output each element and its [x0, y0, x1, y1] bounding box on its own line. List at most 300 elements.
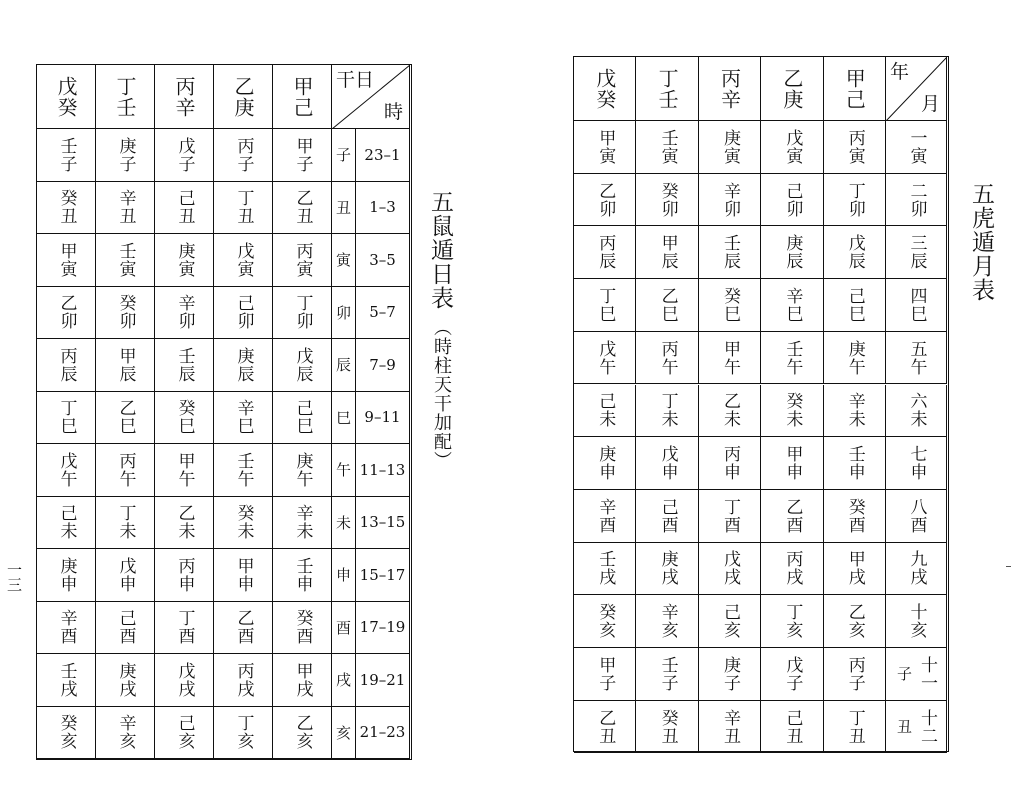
ganzhi-cell: [699, 437, 761, 490]
ganzhi-cell: [214, 549, 273, 602]
ganzhi-text: 乙未: [174, 504, 195, 541]
ganzhi-cell: [574, 490, 636, 543]
ganzhi-text: 壬戌: [56, 661, 77, 698]
stem-pair-label: 丙辛: [717, 67, 742, 110]
ganzhi-cell: [37, 339, 96, 392]
ganzhi-cell: [636, 121, 698, 174]
ganzhi-text: 庚戌: [115, 661, 136, 698]
ganzhi-text: 乙卯: [595, 181, 616, 218]
ganzhi-cell: [574, 595, 636, 648]
month-label: 七申: [906, 445, 927, 482]
ganzhi-cell: [761, 490, 823, 543]
ganzhi-text: 戊戌: [719, 550, 740, 587]
month-label: 八酉: [906, 497, 927, 534]
ganzhi-text: 癸亥: [56, 714, 77, 751]
ganzhi-cell: [96, 654, 155, 707]
ganzhi-cell: [155, 339, 214, 392]
month-number-text: 十二: [917, 708, 937, 745]
ganzhi-text: 壬戌: [595, 550, 616, 587]
five-tiger-month-table: [573, 56, 949, 752]
left-table-title: 五鼠遁日表: [427, 190, 453, 310]
ganzhi-cell: [37, 182, 96, 235]
ganzhi-cell: [214, 707, 273, 760]
ganzhi-cell: [96, 392, 155, 445]
ganzhi-cell: [699, 226, 761, 279]
ganzhi-cell: [155, 707, 214, 760]
ganzhi-cell: [37, 602, 96, 655]
hour-range-cell: [356, 602, 410, 655]
stem-pair-label: 乙庚: [231, 75, 255, 118]
ganzhi-cell: [574, 332, 636, 385]
ganzhi-cell: [636, 332, 698, 385]
stem-pair-header: [824, 57, 886, 121]
ganzhi-text: 己卯: [782, 181, 803, 218]
month-label: 一寅: [906, 128, 927, 165]
left-table-subtitle: （時柱天干加配）: [431, 318, 452, 470]
ganzhi-cell: [37, 129, 96, 182]
ganzhi-text: 壬午: [233, 451, 254, 488]
ganzhi-cell: [96, 497, 155, 550]
ganzhi-text: 癸卯: [115, 294, 136, 331]
ganzhi-text: 庚辰: [233, 346, 254, 383]
ganzhi-cell: [574, 701, 636, 754]
ganzhi-text: 丁未: [657, 392, 678, 429]
ganzhi-cell: [761, 543, 823, 596]
ganzhi-cell: [636, 490, 698, 543]
ganzhi-text: 庚子: [719, 655, 740, 692]
ganzhi-text: 戊辰: [844, 234, 865, 271]
ganzhi-text: 丙辰: [56, 346, 77, 383]
hour-branch-cell: [332, 654, 356, 707]
ganzhi-cell: [761, 332, 823, 385]
hour-branch-cell: [332, 444, 356, 497]
ganzhi-text: 甲辰: [657, 234, 678, 271]
stem-pair-label: 丁壬: [655, 67, 680, 110]
ganzhi-text: 戊戌: [174, 661, 195, 698]
ganzhi-text: 己卯: [233, 294, 254, 331]
ganzhi-text: 丁巳: [595, 286, 616, 323]
ganzhi-cell: [574, 174, 636, 227]
ganzhi-cell: [636, 701, 698, 754]
ganzhi-cell: [636, 279, 698, 332]
ganzhi-text: 辛酉: [595, 497, 616, 534]
ganzhi-text: 丁酉: [174, 609, 195, 646]
month-cell: [886, 648, 947, 701]
month-cell: [886, 701, 947, 754]
ganzhi-text: 庚辰: [782, 234, 803, 271]
ganzhi-cell: [761, 701, 823, 754]
page-number: 一三: [5, 562, 23, 592]
ganzhi-text: 丙申: [719, 445, 740, 482]
hour-branch-cell: [332, 129, 356, 182]
month-cell: [886, 543, 947, 596]
ganzhi-cell: [214, 497, 273, 550]
ganzhi-cell: [824, 701, 886, 754]
ganzhi-cell: [214, 129, 273, 182]
ganzhi-cell: [574, 543, 636, 596]
ganzhi-cell: [636, 543, 698, 596]
corner-top-label: 干日: [336, 69, 375, 91]
hour-range-text: 1–3: [369, 198, 396, 217]
stem-pair-label: 乙庚: [779, 67, 804, 110]
month-label: 五午: [906, 339, 927, 376]
hour-range-cell: [356, 444, 410, 497]
ganzhi-text: 壬辰: [174, 346, 195, 383]
ganzhi-text: 辛丑: [115, 189, 136, 226]
ganzhi-cell: [37, 497, 96, 550]
ganzhi-cell: [699, 490, 761, 543]
hour-range-text: 7–9: [369, 355, 396, 374]
ganzhi-cell: [824, 437, 886, 490]
ganzhi-cell: [824, 226, 886, 279]
month-label: 四巳: [906, 286, 927, 323]
ganzhi-cell: [155, 234, 214, 287]
hour-range-text: 23–1: [364, 145, 401, 164]
ganzhi-text: 戊申: [115, 556, 136, 593]
hour-branch-text: 午: [335, 461, 351, 480]
ganzhi-text: 辛丑: [719, 708, 740, 745]
ganzhi-text: 戊寅: [782, 128, 803, 165]
ganzhi-cell: [636, 648, 698, 701]
ganzhi-text: 丁亥: [233, 714, 254, 751]
ganzhi-text: 己酉: [115, 609, 136, 646]
stem-pair-header: [37, 65, 96, 129]
ganzhi-text: 丙戌: [782, 550, 803, 587]
ganzhi-text: 癸卯: [657, 181, 678, 218]
ganzhi-text: 甲子: [595, 655, 616, 692]
ganzhi-cell: [96, 287, 155, 340]
ganzhi-text: 己巳: [844, 286, 865, 323]
ganzhi-text: 丙子: [233, 136, 254, 173]
month-cell: [886, 279, 947, 332]
month-cell: [886, 121, 947, 174]
corner-top-label: 年: [890, 61, 910, 83]
ganzhi-cell: [824, 543, 886, 596]
ganzhi-text: 辛未: [292, 504, 313, 541]
hour-branch-cell: [332, 707, 356, 760]
hour-range-cell: [356, 497, 410, 550]
month-label: 三辰: [906, 234, 927, 271]
corner-bottom-label: 月: [920, 93, 940, 115]
month-label: 六未: [906, 392, 927, 429]
ganzhi-text: 己巳: [292, 399, 313, 436]
hour-branch-text: 辰: [335, 356, 351, 375]
ganzhi-cell: [273, 339, 332, 392]
ganzhi-text: 庚戌: [657, 550, 678, 587]
ganzhi-text: 丙寅: [292, 241, 313, 278]
ganzhi-cell: [37, 234, 96, 287]
ganzhi-cell: [273, 602, 332, 655]
hour-range-text: 15–17: [359, 565, 406, 584]
hour-branch-text: 丑: [335, 198, 351, 217]
hour-branch-cell: [332, 234, 356, 287]
hour-range-cell: [356, 707, 410, 760]
ganzhi-text: 癸丑: [657, 708, 678, 745]
hour-range-text: 3–5: [369, 250, 396, 269]
ganzhi-cell: [761, 174, 823, 227]
stem-pair-header: [636, 57, 698, 121]
ganzhi-cell: [214, 392, 273, 445]
page-edge-mark: [1006, 566, 1011, 567]
ganzhi-cell: [155, 654, 214, 707]
ganzhi-text: 乙巳: [657, 286, 678, 323]
hour-branch-text: 子: [335, 146, 351, 165]
ganzhi-cell: [96, 549, 155, 602]
ganzhi-cell: [273, 707, 332, 760]
ganzhi-text: 辛巳: [782, 286, 803, 323]
hour-range-cell: [356, 549, 410, 602]
ganzhi-cell: [155, 497, 214, 550]
ganzhi-text: 丙辰: [595, 234, 616, 271]
ganzhi-text: 甲戌: [844, 550, 865, 587]
ganzhi-text: 丁未: [115, 504, 136, 541]
ganzhi-text: 辛未: [844, 392, 865, 429]
ganzhi-cell: [273, 549, 332, 602]
ganzhi-cell: [636, 595, 698, 648]
ganzhi-text: 甲戌: [292, 661, 313, 698]
month-label: 十亥: [906, 603, 927, 640]
ganzhi-text: 己丑: [782, 708, 803, 745]
hour-range-cell: [356, 654, 410, 707]
hour-branch-text: 亥: [335, 723, 351, 742]
ganzhi-text: 丙申: [174, 556, 195, 593]
ganzhi-text: 壬申: [292, 556, 313, 593]
ganzhi-text: 丁卯: [844, 181, 865, 218]
ganzhi-text: 乙丑: [595, 708, 616, 745]
month-label: 二卯: [906, 181, 927, 218]
ganzhi-cell: [37, 549, 96, 602]
ganzhi-text: 甲申: [233, 556, 254, 593]
ganzhi-text: 丁卯: [292, 294, 313, 331]
ganzhi-text: 辛亥: [657, 603, 678, 640]
ganzhi-text: 丙寅: [844, 128, 865, 165]
hour-branch-cell: [332, 339, 356, 392]
ganzhi-text: 癸巳: [719, 286, 740, 323]
ganzhi-cell: [824, 121, 886, 174]
ganzhi-text: 辛巳: [233, 399, 254, 436]
ganzhi-text: 乙未: [719, 392, 740, 429]
ganzhi-cell: [273, 287, 332, 340]
ganzhi-cell: [214, 339, 273, 392]
ganzhi-text: 乙亥: [292, 714, 313, 751]
ganzhi-cell: [155, 182, 214, 235]
ganzhi-cell: [824, 385, 886, 438]
hour-range-cell: [356, 287, 410, 340]
month-label: 九戌: [906, 550, 927, 587]
ganzhi-cell: [699, 701, 761, 754]
ganzhi-cell: [96, 339, 155, 392]
month-cell: [886, 385, 947, 438]
ganzhi-text: 癸未: [782, 392, 803, 429]
ganzhi-text: 癸巳: [174, 399, 195, 436]
ganzhi-text: 戊午: [595, 339, 616, 376]
ganzhi-cell: [214, 602, 273, 655]
stem-pair-header: [574, 57, 636, 121]
ganzhi-cell: [699, 279, 761, 332]
hour-branch-cell: [332, 287, 356, 340]
hour-range-cell: [356, 392, 410, 445]
ganzhi-cell: [155, 549, 214, 602]
ganzhi-cell: [155, 287, 214, 340]
month-cell: [886, 437, 947, 490]
ganzhi-text: 甲寅: [56, 241, 77, 278]
ganzhi-text: 辛卯: [719, 181, 740, 218]
hour-range-cell: [356, 234, 410, 287]
ganzhi-text: 己未: [595, 392, 616, 429]
ganzhi-cell: [699, 174, 761, 227]
ganzhi-cell: [699, 121, 761, 174]
ganzhi-cell: [824, 174, 886, 227]
ganzhi-cell: [824, 332, 886, 385]
ganzhi-text: 己亥: [174, 714, 195, 751]
ganzhi-cell: [636, 226, 698, 279]
hour-branch-cell: [332, 549, 356, 602]
ganzhi-text: 庚午: [844, 339, 865, 376]
ganzhi-cell: [273, 234, 332, 287]
ganzhi-text: 甲午: [719, 339, 740, 376]
ganzhi-cell: [155, 392, 214, 445]
ganzhi-text: 乙亥: [844, 603, 865, 640]
ganzhi-cell: [761, 437, 823, 490]
ganzhi-cell: [761, 279, 823, 332]
ganzhi-cell: [574, 226, 636, 279]
stem-pair-header: [96, 65, 155, 129]
ganzhi-text: 壬午: [782, 339, 803, 376]
ganzhi-text: 甲辰: [115, 346, 136, 383]
ganzhi-cell: [96, 444, 155, 497]
ganzhi-cell: [574, 648, 636, 701]
ganzhi-cell: [824, 279, 886, 332]
hour-range-text: 11–13: [359, 460, 406, 479]
hour-range-text: 9–11: [364, 408, 401, 427]
hour-range-text: 13–15: [359, 513, 406, 532]
ganzhi-cell: [273, 497, 332, 550]
ganzhi-cell: [824, 490, 886, 543]
ganzhi-text: 癸未: [233, 504, 254, 541]
ganzhi-cell: [37, 287, 96, 340]
ganzhi-text: 戊午: [56, 451, 77, 488]
ganzhi-text: 戊辰: [292, 346, 313, 383]
ganzhi-text: 癸丑: [56, 189, 77, 226]
ganzhi-text: 己亥: [719, 603, 740, 640]
ganzhi-cell: [96, 707, 155, 760]
ganzhi-cell: [96, 182, 155, 235]
hour-range-cell: [356, 129, 410, 182]
ganzhi-text: 壬寅: [657, 128, 678, 165]
ganzhi-cell: [824, 595, 886, 648]
ganzhi-cell: [96, 234, 155, 287]
ganzhi-text: 丙午: [657, 339, 678, 376]
ganzhi-cell: [273, 444, 332, 497]
ganzhi-cell: [96, 129, 155, 182]
hour-branch-cell: [332, 602, 356, 655]
ganzhi-text: 己未: [56, 504, 77, 541]
ganzhi-cell: [37, 392, 96, 445]
ganzhi-text: 甲子: [292, 136, 313, 173]
ganzhi-text: 庚午: [292, 451, 313, 488]
ganzhi-cell: [574, 385, 636, 438]
stem-pair-header: [155, 65, 214, 129]
ganzhi-text: 壬子: [56, 136, 77, 173]
ganzhi-text: 甲寅: [595, 128, 616, 165]
ganzhi-cell: [636, 385, 698, 438]
five-rat-day-table: [36, 64, 412, 760]
ganzhi-cell: [214, 444, 273, 497]
ganzhi-cell: [761, 595, 823, 648]
ganzhi-text: 丁酉: [719, 497, 740, 534]
ganzhi-text: 戊子: [174, 136, 195, 173]
ganzhi-text: 乙卯: [56, 294, 77, 331]
ganzhi-text: 戊子: [782, 655, 803, 692]
ganzhi-text: 丙子: [844, 655, 865, 692]
corner-cell: [332, 65, 410, 129]
stem-pair-label: 戊癸: [592, 67, 617, 110]
ganzhi-cell: [37, 707, 96, 760]
ganzhi-text: 庚申: [56, 556, 77, 593]
hour-branch-text: 戌: [335, 671, 351, 690]
ganzhi-cell: [155, 129, 214, 182]
month-cell: [886, 226, 947, 279]
ganzhi-text: 辛酉: [56, 609, 77, 646]
ganzhi-text: 丁丑: [844, 708, 865, 745]
month-branch-text: 丑: [896, 718, 912, 737]
ganzhi-cell: [96, 602, 155, 655]
ganzhi-text: 丁亥: [782, 603, 803, 640]
ganzhi-text: 癸酉: [844, 497, 865, 534]
ganzhi-cell: [699, 595, 761, 648]
ganzhi-cell: [824, 648, 886, 701]
month-cell: [886, 174, 947, 227]
month-cell: [886, 595, 947, 648]
ganzhi-cell: [273, 392, 332, 445]
stem-pair-header: [214, 65, 273, 129]
ganzhi-cell: [214, 287, 273, 340]
ganzhi-text: 壬子: [657, 655, 678, 692]
ganzhi-text: 庚寅: [719, 128, 740, 165]
stem-pair-label: 甲己: [290, 75, 314, 118]
ganzhi-cell: [37, 654, 96, 707]
ganzhi-text: 庚子: [115, 136, 136, 173]
ganzhi-text: 辛亥: [115, 714, 136, 751]
ganzhi-text: 癸酉: [292, 609, 313, 646]
ganzhi-text: 乙酉: [233, 609, 254, 646]
ganzhi-cell: [214, 182, 273, 235]
hour-range-cell: [356, 182, 410, 235]
ganzhi-text: 壬申: [844, 445, 865, 482]
ganzhi-cell: [155, 444, 214, 497]
hour-range-cell: [356, 339, 410, 392]
ganzhi-cell: [214, 654, 273, 707]
ganzhi-text: 戊寅: [233, 241, 254, 278]
ganzhi-cell: [699, 648, 761, 701]
month-cell: [886, 332, 947, 385]
ganzhi-text: 辛卯: [174, 294, 195, 331]
hour-branch-text: 卯: [335, 303, 351, 322]
stem-pair-header: [273, 65, 332, 129]
hour-branch-text: 寅: [335, 251, 351, 270]
right-table-title: 五虎遁月表: [968, 182, 994, 302]
month-number-text: 十一: [917, 655, 937, 692]
ganzhi-cell: [214, 234, 273, 287]
ganzhi-cell: [636, 174, 698, 227]
hour-branch-cell: [332, 392, 356, 445]
ganzhi-text: 己丑: [174, 189, 195, 226]
ganzhi-cell: [574, 437, 636, 490]
ganzhi-cell: [761, 648, 823, 701]
ganzhi-text: 己酉: [657, 497, 678, 534]
ganzhi-text: 戊申: [657, 445, 678, 482]
ganzhi-cell: [574, 121, 636, 174]
